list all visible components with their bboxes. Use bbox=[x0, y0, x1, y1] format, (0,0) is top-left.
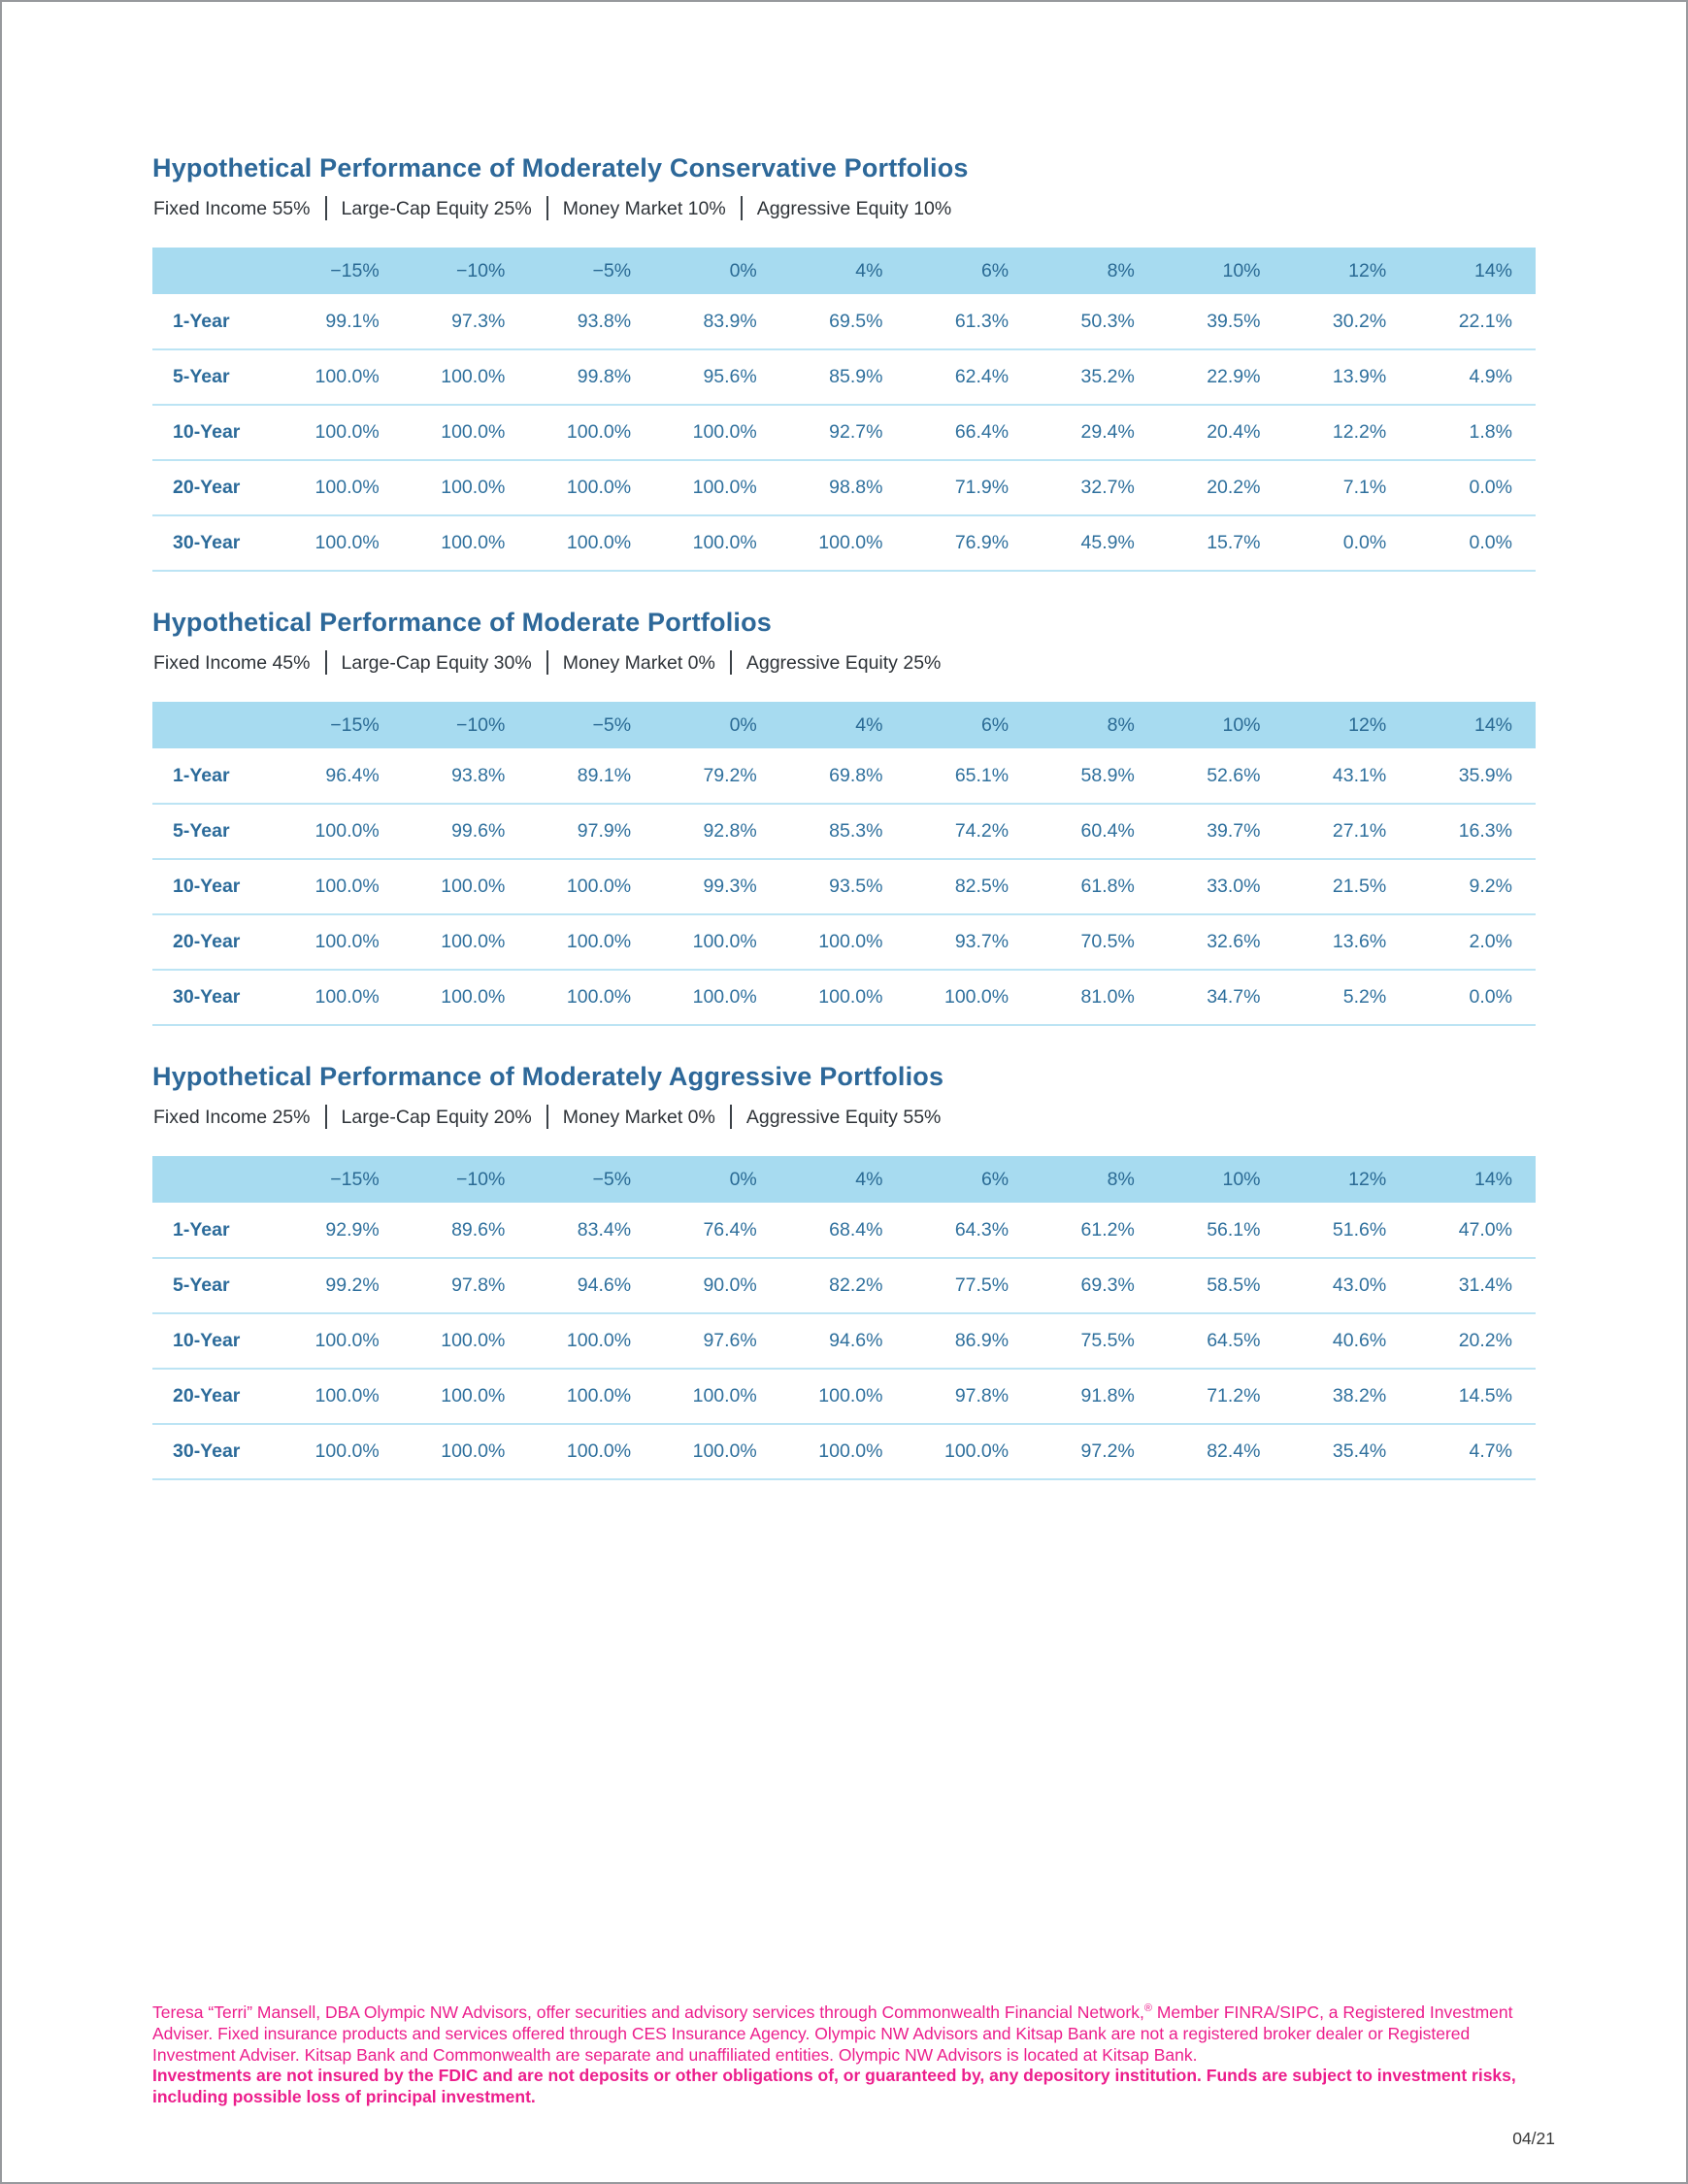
probability-cell: 56.1% bbox=[1207, 1218, 1261, 1241]
probability-cell: 89.1% bbox=[577, 764, 632, 786]
probability-cell: 97.8% bbox=[954, 1385, 1009, 1406]
probability-cell: 34.7% bbox=[1207, 986, 1261, 1008]
column-header: 10% bbox=[1222, 713, 1261, 736]
column-header: 10% bbox=[1222, 1168, 1261, 1190]
probability-cell: 90.0% bbox=[703, 1274, 757, 1296]
row-label: 1-Year bbox=[173, 764, 230, 786]
row-label: 5-Year bbox=[173, 1274, 230, 1296]
probability-cell: 97.8% bbox=[451, 1274, 506, 1296]
probability-cell: 60.4% bbox=[1080, 820, 1135, 842]
section-title: Hypothetical Performance of Moderate Portfolios bbox=[152, 608, 773, 637]
allocation-item: Fixed Income 55% bbox=[153, 198, 311, 219]
probability-cell: 32.6% bbox=[1207, 931, 1261, 952]
allocation-line bbox=[153, 650, 1536, 675]
table-header-row bbox=[152, 1156, 1536, 1203]
probability-cell: 100.0% bbox=[943, 1440, 1009, 1462]
probability-cell: 97.3% bbox=[451, 310, 506, 332]
probability-cell: 85.3% bbox=[829, 820, 883, 842]
probability-cell: 40.6% bbox=[1332, 1330, 1387, 1351]
probability-cell: 92.8% bbox=[703, 820, 757, 842]
probability-cell: 93.8% bbox=[577, 310, 632, 332]
probability-cell: 69.5% bbox=[829, 310, 883, 332]
table-row bbox=[152, 515, 1536, 571]
probability-cell: 43.1% bbox=[1332, 764, 1387, 786]
column-header: −15% bbox=[330, 259, 380, 281]
allocation-separator bbox=[546, 650, 548, 675]
probability-cell: 39.5% bbox=[1207, 310, 1261, 332]
probability-cell: 27.1% bbox=[1332, 820, 1387, 842]
table-row bbox=[152, 859, 1536, 914]
probability-cell: 47.0% bbox=[1458, 1218, 1512, 1241]
disclaimer-block bbox=[152, 2002, 1542, 2108]
row-label: 30-Year bbox=[173, 532, 241, 553]
probability-cell: 100.0% bbox=[441, 532, 506, 553]
allocation-item: Aggressive Equity 25% bbox=[745, 652, 942, 674]
probability-cell: 58.5% bbox=[1207, 1274, 1261, 1296]
probability-cell: 64.5% bbox=[1207, 1330, 1261, 1351]
probability-cell: 77.5% bbox=[954, 1274, 1009, 1296]
section-title: Hypothetical Performance of Moderately Aggressive Portfolios bbox=[152, 1062, 944, 1091]
probability-cell: 76.4% bbox=[703, 1218, 757, 1241]
table-row bbox=[152, 1258, 1536, 1313]
table-row bbox=[152, 405, 1536, 460]
disclaimer-bold-note: Investments are not insured by the FDIC and are not deposits or other obligations of, or guaranteed by, any depository institution. Funds are subject to investment risks, including possible loss of principal investment. bbox=[152, 2066, 1516, 2107]
probability-cell: 31.4% bbox=[1458, 1274, 1512, 1296]
probability-cell: 7.1% bbox=[1342, 477, 1387, 498]
column-header: 0% bbox=[729, 1168, 757, 1190]
portfolio-section bbox=[152, 153, 1536, 572]
probability-cell: 20.2% bbox=[1458, 1330, 1512, 1351]
probability-cell: 66.4% bbox=[954, 421, 1009, 443]
column-header: −10% bbox=[455, 259, 506, 281]
column-header: 4% bbox=[855, 259, 883, 281]
performance-table bbox=[152, 1156, 1536, 1480]
column-header: −15% bbox=[330, 1168, 380, 1190]
probability-cell: 100.0% bbox=[818, 532, 883, 553]
header-spacer-cell bbox=[152, 248, 277, 294]
table-row bbox=[152, 1203, 1536, 1258]
probability-cell: 69.8% bbox=[829, 764, 883, 786]
disclaimer-regular bbox=[152, 2002, 1542, 2066]
probability-cell: 22.1% bbox=[1458, 310, 1512, 332]
probability-cell: 61.3% bbox=[954, 310, 1009, 332]
column-header: −5% bbox=[592, 259, 632, 281]
probability-cell: 15.7% bbox=[1207, 532, 1261, 553]
column-header: −10% bbox=[455, 1168, 506, 1190]
probability-cell: 99.6% bbox=[451, 820, 506, 842]
allocation-item: Large-Cap Equity 25% bbox=[341, 198, 532, 219]
probability-cell: 61.2% bbox=[1080, 1218, 1135, 1241]
probability-cell: 50.3% bbox=[1080, 310, 1135, 332]
column-header: 8% bbox=[1107, 259, 1135, 281]
probability-cell: 30.2% bbox=[1332, 310, 1387, 332]
row-label: 10-Year bbox=[173, 876, 241, 897]
allocation-separator bbox=[730, 1105, 732, 1129]
column-header: 12% bbox=[1348, 259, 1387, 281]
column-header: 10% bbox=[1222, 259, 1261, 281]
probability-cell: 100.0% bbox=[441, 931, 506, 952]
probability-cell: 12.2% bbox=[1332, 421, 1387, 443]
probability-cell: 99.1% bbox=[325, 310, 380, 332]
probability-cell: 99.2% bbox=[325, 1274, 380, 1296]
column-header: 14% bbox=[1473, 713, 1512, 736]
probability-cell: 100.0% bbox=[566, 532, 632, 553]
probability-cell: 83.4% bbox=[577, 1218, 632, 1241]
allocation-item: Fixed Income 25% bbox=[153, 1107, 311, 1128]
probability-cell: 13.9% bbox=[1332, 366, 1387, 387]
probability-cell: 93.7% bbox=[954, 931, 1009, 952]
registered-mark: ® bbox=[1143, 2002, 1152, 2015]
probability-cell: 35.4% bbox=[1332, 1440, 1387, 1462]
column-header: 6% bbox=[980, 1168, 1009, 1190]
allocation-line bbox=[153, 1105, 1536, 1129]
column-header: 6% bbox=[980, 259, 1009, 281]
probability-cell: 92.9% bbox=[325, 1218, 380, 1241]
probability-cell: 89.6% bbox=[451, 1218, 506, 1241]
allocation-item: Aggressive Equity 55% bbox=[745, 1107, 942, 1128]
allocation-separator bbox=[325, 196, 327, 220]
probability-cell: 70.5% bbox=[1080, 931, 1135, 952]
probability-cell: 100.0% bbox=[314, 986, 380, 1008]
probability-cell: 100.0% bbox=[314, 1385, 380, 1406]
allocation-item: Large-Cap Equity 30% bbox=[341, 652, 532, 674]
probability-cell: 68.4% bbox=[829, 1218, 883, 1241]
probability-cell: 22.9% bbox=[1207, 366, 1261, 387]
row-label: 5-Year bbox=[173, 820, 230, 842]
probability-cell: 45.9% bbox=[1080, 532, 1135, 553]
probability-cell: 33.0% bbox=[1207, 876, 1261, 897]
probability-cell: 100.0% bbox=[314, 876, 380, 897]
probability-cell: 99.8% bbox=[577, 366, 632, 387]
probability-cell: 100.0% bbox=[818, 931, 883, 952]
probability-cell: 100.0% bbox=[441, 986, 506, 1008]
probability-cell: 100.0% bbox=[566, 1385, 632, 1406]
probability-cell: 100.0% bbox=[566, 1330, 632, 1351]
probability-cell: 100.0% bbox=[818, 1385, 883, 1406]
table-row bbox=[152, 294, 1536, 349]
row-label: 20-Year bbox=[173, 931, 241, 952]
column-header: 6% bbox=[980, 713, 1009, 736]
table-header-row bbox=[152, 248, 1536, 294]
allocation-separator bbox=[325, 650, 327, 675]
probability-cell: 100.0% bbox=[566, 931, 632, 952]
row-label: 1-Year bbox=[173, 1218, 230, 1241]
probability-cell: 86.9% bbox=[954, 1330, 1009, 1351]
probability-cell: 85.9% bbox=[829, 366, 883, 387]
probability-cell: 2.0% bbox=[1469, 931, 1512, 952]
probability-cell: 100.0% bbox=[943, 986, 1009, 1008]
probability-cell: 100.0% bbox=[314, 1330, 380, 1351]
portfolio-sections bbox=[152, 153, 1536, 1480]
probability-cell: 62.4% bbox=[954, 366, 1009, 387]
allocation-item: Money Market 0% bbox=[562, 652, 715, 674]
table-row bbox=[152, 970, 1536, 1025]
probability-cell: 100.0% bbox=[441, 421, 506, 443]
probability-cell: 96.4% bbox=[325, 764, 380, 786]
probability-cell: 74.2% bbox=[954, 820, 1009, 842]
probability-cell: 100.0% bbox=[441, 366, 506, 387]
portfolio-section bbox=[152, 608, 1536, 1026]
row-label: 20-Year bbox=[173, 477, 241, 498]
allocation-separator bbox=[325, 1105, 327, 1129]
disclaimer-text-before-reg: Teresa “Terri” Mansell, DBA Olympic NW Advisors, offer securities and advisory services through Commonwealth Financial Network, bbox=[152, 2002, 1144, 2023]
probability-cell: 100.0% bbox=[314, 820, 380, 842]
column-header: 8% bbox=[1107, 1168, 1135, 1190]
probability-cell: 100.0% bbox=[314, 421, 380, 443]
probability-cell: 69.3% bbox=[1080, 1274, 1135, 1296]
probability-cell: 99.3% bbox=[703, 876, 757, 897]
column-header: −5% bbox=[592, 713, 632, 736]
allocation-item: Large-Cap Equity 20% bbox=[341, 1107, 532, 1128]
probability-cell: 100.0% bbox=[314, 477, 380, 498]
probability-cell: 16.3% bbox=[1458, 820, 1512, 842]
probability-cell: 100.0% bbox=[441, 1330, 506, 1351]
probability-cell: 43.0% bbox=[1332, 1274, 1387, 1296]
probability-cell: 100.0% bbox=[314, 366, 380, 387]
table-row bbox=[152, 1424, 1536, 1479]
allocation-item: Money Market 0% bbox=[562, 1107, 715, 1128]
probability-cell: 98.8% bbox=[829, 477, 883, 498]
column-header: −10% bbox=[455, 713, 506, 736]
probability-cell: 20.2% bbox=[1207, 477, 1261, 498]
probability-cell: 100.0% bbox=[314, 1440, 380, 1462]
probability-cell: 0.0% bbox=[1469, 477, 1512, 498]
probability-cell: 82.5% bbox=[954, 876, 1009, 897]
probability-cell: 92.7% bbox=[829, 421, 883, 443]
probability-cell: 100.0% bbox=[818, 986, 883, 1008]
probability-cell: 93.5% bbox=[829, 876, 883, 897]
table-row bbox=[152, 1313, 1536, 1369]
probability-cell: 95.6% bbox=[703, 366, 757, 387]
probability-cell: 100.0% bbox=[692, 1440, 757, 1462]
probability-cell: 21.5% bbox=[1332, 876, 1387, 897]
probability-cell: 4.9% bbox=[1469, 366, 1512, 387]
probability-cell: 75.5% bbox=[1080, 1330, 1135, 1351]
probability-cell: 93.8% bbox=[451, 764, 506, 786]
probability-cell: 52.6% bbox=[1207, 764, 1261, 786]
probability-cell: 100.0% bbox=[566, 421, 632, 443]
footer-date: 04/21 bbox=[1512, 2129, 1555, 2148]
probability-cell: 83.9% bbox=[703, 310, 757, 332]
probability-cell: 100.0% bbox=[692, 421, 757, 443]
allocation-line bbox=[153, 196, 1536, 220]
probability-cell: 13.6% bbox=[1332, 931, 1387, 952]
probability-cell: 14.5% bbox=[1458, 1385, 1512, 1406]
probability-cell: 76.9% bbox=[954, 532, 1009, 553]
probability-cell: 51.6% bbox=[1332, 1218, 1387, 1241]
probability-cell: 81.0% bbox=[1080, 986, 1135, 1008]
probability-cell: 71.2% bbox=[1207, 1385, 1261, 1406]
probability-cell: 65.1% bbox=[954, 764, 1009, 786]
row-label: 10-Year bbox=[173, 1330, 241, 1351]
disclaimer-text-after-reg: Member FINRA/SIPC, a Registered Investment Adviser. Fixed insurance products and services offered through CES Insurance Agency. Olympic NW Advisors and Kitsap Bank are not a registered broker dealer or Registered Investment Adviser. Kitsap Bank and Commonwealth are separate and unaffiliated entities. Olympic NW Advisors is located at Kitsap Bank. bbox=[152, 2002, 1513, 2065]
probability-cell: 0.0% bbox=[1469, 986, 1512, 1008]
probability-cell: 32.7% bbox=[1080, 477, 1135, 498]
allocation-item: Aggressive Equity 10% bbox=[756, 198, 952, 219]
probability-cell: 100.0% bbox=[566, 477, 632, 498]
probability-cell: 58.9% bbox=[1080, 764, 1135, 786]
probability-cell: 100.0% bbox=[441, 876, 506, 897]
header-spacer-cell bbox=[152, 1156, 277, 1203]
column-header: 0% bbox=[729, 713, 757, 736]
probability-cell: 100.0% bbox=[818, 1440, 883, 1462]
allocation-separator bbox=[730, 650, 732, 675]
probability-cell: 0.0% bbox=[1469, 532, 1512, 553]
probability-cell: 100.0% bbox=[441, 477, 506, 498]
probability-cell: 100.0% bbox=[692, 477, 757, 498]
probability-cell: 82.2% bbox=[829, 1274, 883, 1296]
probability-cell: 4.7% bbox=[1469, 1440, 1512, 1462]
column-header: 12% bbox=[1348, 1168, 1387, 1190]
allocation-separator bbox=[546, 196, 548, 220]
probability-cell: 82.4% bbox=[1207, 1440, 1261, 1462]
table-header-row bbox=[152, 702, 1536, 748]
probability-cell: 61.8% bbox=[1080, 876, 1135, 897]
row-label: 30-Year bbox=[173, 986, 241, 1008]
performance-table bbox=[152, 702, 1536, 1026]
section-title: Hypothetical Performance of Moderately Conservative Portfolios bbox=[152, 153, 969, 182]
probability-cell: 100.0% bbox=[566, 1440, 632, 1462]
probability-cell: 97.9% bbox=[577, 820, 632, 842]
column-header: 12% bbox=[1348, 713, 1387, 736]
performance-table bbox=[152, 248, 1536, 572]
probability-cell: 64.3% bbox=[954, 1218, 1009, 1241]
probability-cell: 71.9% bbox=[954, 477, 1009, 498]
probability-cell: 94.6% bbox=[577, 1274, 632, 1296]
document-content bbox=[2, 2, 1686, 1480]
probability-cell: 39.7% bbox=[1207, 820, 1261, 842]
column-header: 0% bbox=[729, 259, 757, 281]
header-spacer-cell bbox=[152, 702, 277, 748]
probability-cell: 29.4% bbox=[1080, 421, 1135, 443]
column-header: 8% bbox=[1107, 713, 1135, 736]
probability-cell: 35.9% bbox=[1458, 764, 1512, 786]
column-header: −15% bbox=[330, 713, 380, 736]
probability-cell: 35.2% bbox=[1080, 366, 1135, 387]
column-header: 14% bbox=[1473, 1168, 1512, 1190]
probability-cell: 100.0% bbox=[441, 1440, 506, 1462]
probability-cell: 1.8% bbox=[1469, 421, 1512, 443]
table-row bbox=[152, 460, 1536, 515]
allocation-separator bbox=[741, 196, 743, 220]
table-row bbox=[152, 748, 1536, 804]
probability-cell: 100.0% bbox=[314, 931, 380, 952]
probability-cell: 100.0% bbox=[692, 986, 757, 1008]
probability-cell: 5.2% bbox=[1342, 986, 1387, 1008]
probability-cell: 9.2% bbox=[1469, 876, 1512, 897]
probability-cell: 97.2% bbox=[1080, 1440, 1135, 1462]
table-row bbox=[152, 914, 1536, 970]
probability-cell: 100.0% bbox=[566, 986, 632, 1008]
row-label: 20-Year bbox=[173, 1385, 241, 1406]
column-header: 4% bbox=[855, 1168, 883, 1190]
row-label: 1-Year bbox=[173, 310, 230, 332]
probability-cell: 38.2% bbox=[1332, 1385, 1387, 1406]
probability-cell: 94.6% bbox=[829, 1330, 883, 1351]
probability-cell: 100.0% bbox=[692, 931, 757, 952]
probability-cell: 79.2% bbox=[703, 764, 757, 786]
probability-cell: 97.6% bbox=[703, 1330, 757, 1351]
table-row bbox=[152, 804, 1536, 859]
table-row bbox=[152, 1369, 1536, 1424]
column-header: 14% bbox=[1473, 259, 1512, 281]
probability-cell: 100.0% bbox=[692, 532, 757, 553]
probability-cell: 0.0% bbox=[1342, 532, 1387, 553]
row-label: 5-Year bbox=[173, 366, 230, 387]
probability-cell: 100.0% bbox=[692, 1385, 757, 1406]
row-label: 30-Year bbox=[173, 1440, 241, 1462]
allocation-item: Money Market 10% bbox=[562, 198, 726, 219]
probability-cell: 20.4% bbox=[1207, 421, 1261, 443]
table-row bbox=[152, 349, 1536, 405]
allocation-item: Fixed Income 45% bbox=[153, 652, 311, 674]
column-header: −5% bbox=[592, 1168, 632, 1190]
probability-cell: 100.0% bbox=[314, 532, 380, 553]
allocation-separator bbox=[546, 1105, 548, 1129]
portfolio-section bbox=[152, 1062, 1536, 1480]
probability-cell: 91.8% bbox=[1080, 1385, 1135, 1406]
column-header: 4% bbox=[855, 713, 883, 736]
probability-cell: 100.0% bbox=[566, 876, 632, 897]
probability-cell: 100.0% bbox=[441, 1385, 506, 1406]
row-label: 10-Year bbox=[173, 421, 241, 443]
